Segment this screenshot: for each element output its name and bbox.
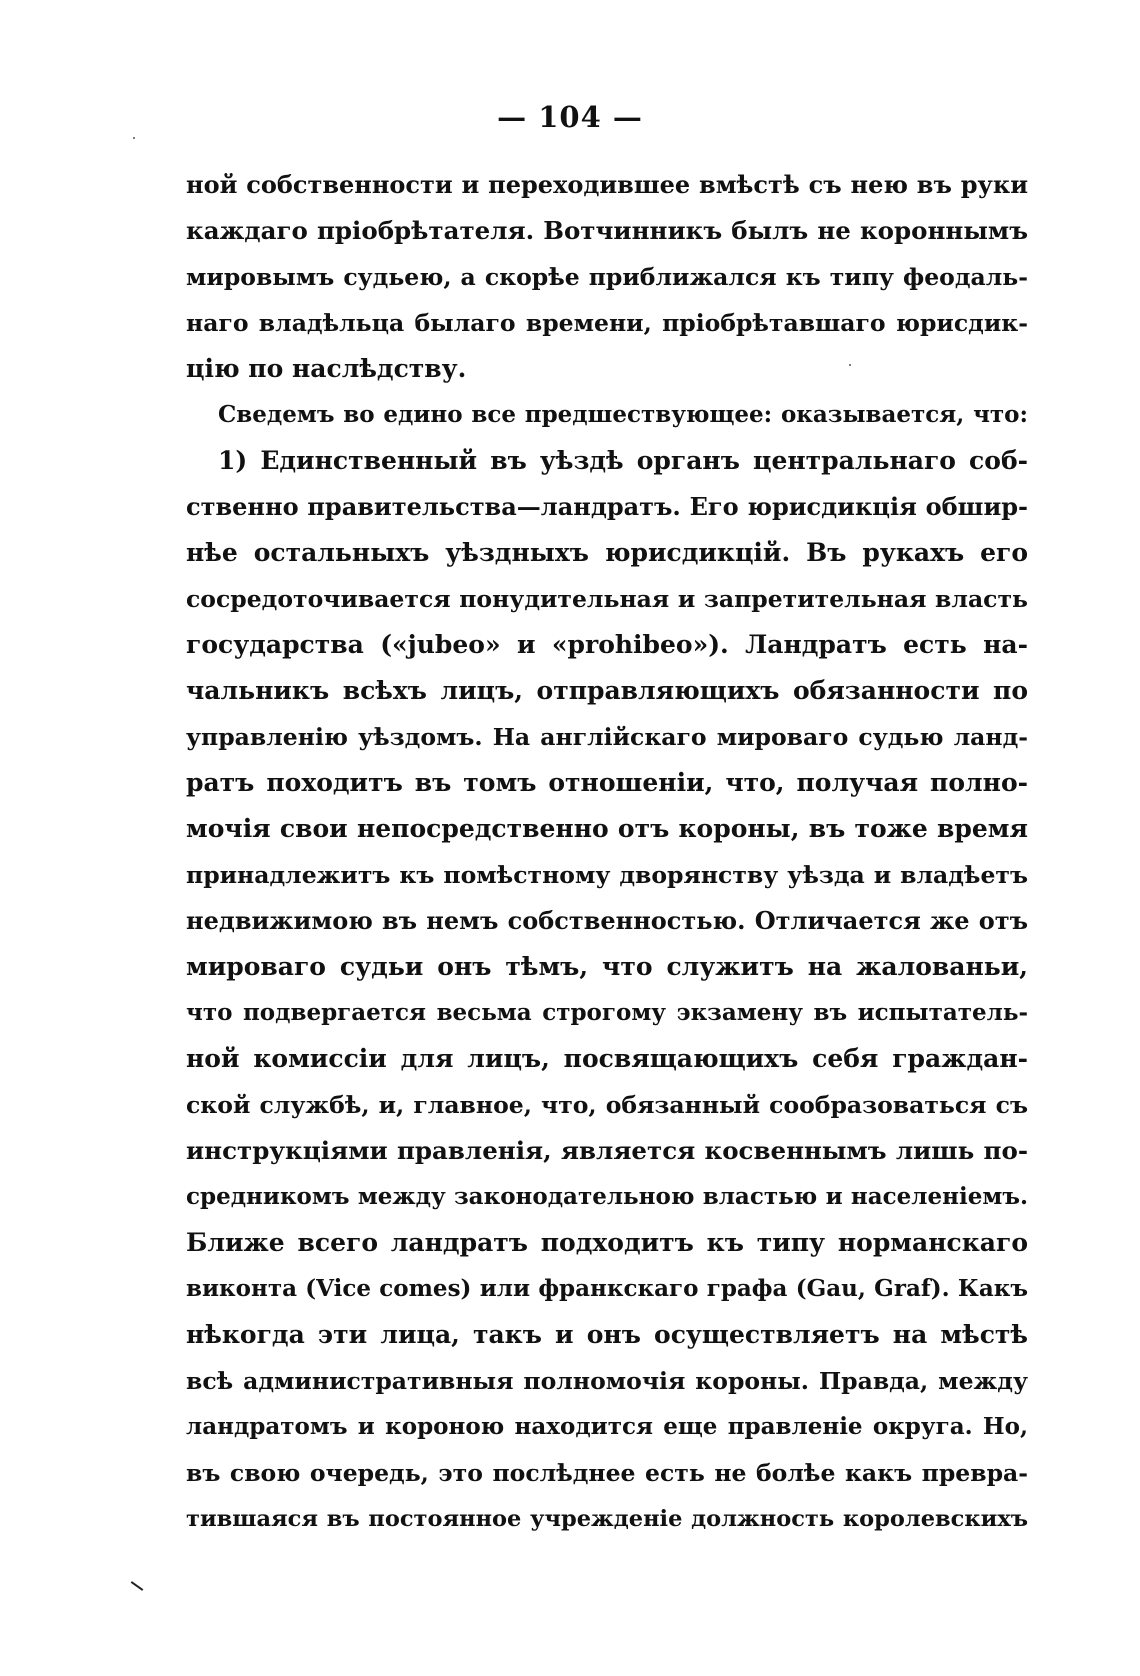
text-line: управленію уѣздомъ. На англійскаго мироваго судью ланд- [186,723,1028,751]
scan-mark [131,1581,144,1591]
scan-speck [849,364,851,366]
text-line: нѣе остальныхъ уѣздныхъ юрисдикцій. Въ рукахъ его [186,538,1028,567]
text-line: ной комиссіи для лицъ, посвящающихъ себя граждан- [186,1044,1028,1073]
text-line: сосредоточивается понудительная и запретительная власть [186,585,1028,613]
text-line: наго владѣльца былаго времени, пріобрѣтавшаго юрисдик- [186,309,1028,337]
text-line: средникомъ между законодательною властью и населеніемъ. [186,1183,1028,1210]
scan-speck [133,137,135,139]
text-line: ландратомъ и короною находится еще правленіе округа. Но, [186,1413,1028,1440]
body-text [186,162,1028,1542]
text-line: Ближе всего ландратъ подходитъ къ типу норманскаго [186,1228,1028,1257]
text-line: Сведемъ во едино все предшествующее: оказывается, что: [218,401,1028,428]
text-line: всѣ административныя полномочія короны. Правда, между [186,1367,1028,1395]
text-line: чальникъ всѣхъ лицъ, отправляющихъ обязанности по [186,676,1028,705]
text-line: виконта (Vice comes) или франкскаго графа (Gau, Graf). Какъ [186,1275,1028,1302]
text-line: принадлежитъ къ помѣстному дворянству уѣзда и владѣетъ [186,861,1028,889]
text-line: каждаго пріобрѣтателя. Вотчинникъ былъ не короннымъ [186,216,1028,245]
text-line: ной собственности и переходившее вмѣстѣ съ нею въ руки [186,170,1028,199]
text-line: ственно правительства—ландратъ. Его юрисдикція обшир- [186,492,1028,521]
text-line: тившаяся въ постоянное учрежденіе должность королевскихъ [186,1506,1028,1532]
text-line: инструкціями правленія, является косвеннымъ лишь по- [186,1136,1028,1165]
text-line: въ свою очередь, это послѣднее есть не болѣе какъ превра- [186,1459,1028,1487]
text-line: что подвергается весьма строгому экзамену въ испытатель- [186,999,1028,1026]
text-line: 1) Единственный въ уѣздѣ органъ центральнаго соб- [218,446,1028,475]
text-line: недвижимою въ немъ собственностью. Отличается же отъ [186,906,1028,935]
text-line: мировымъ судьею, а скорѣе приближался къ типу феодаль- [186,263,1028,291]
text-line: нѣкогда эти лица, такъ и онъ осуществляетъ на мѣстѣ [186,1320,1028,1349]
text-line: государства («jubeo» и «prohibeo»). Ландратъ есть на- [186,630,1028,659]
text-line: ской службѣ, и, главное, что, обязанный сообразоваться съ [186,1091,1028,1119]
text-line: мочія свои непосредственно отъ короны, въ тоже время [186,814,1028,843]
text-line: цію по наслѣдству. [186,354,467,383]
text-line: мироваго судьи онъ тѣмъ, что служитъ на жалованьи, [186,952,1028,981]
text-line: ратъ походитъ въ томъ отношеніи, что, получая полно- [186,768,1028,797]
page-number: — 104 — [497,100,643,134]
